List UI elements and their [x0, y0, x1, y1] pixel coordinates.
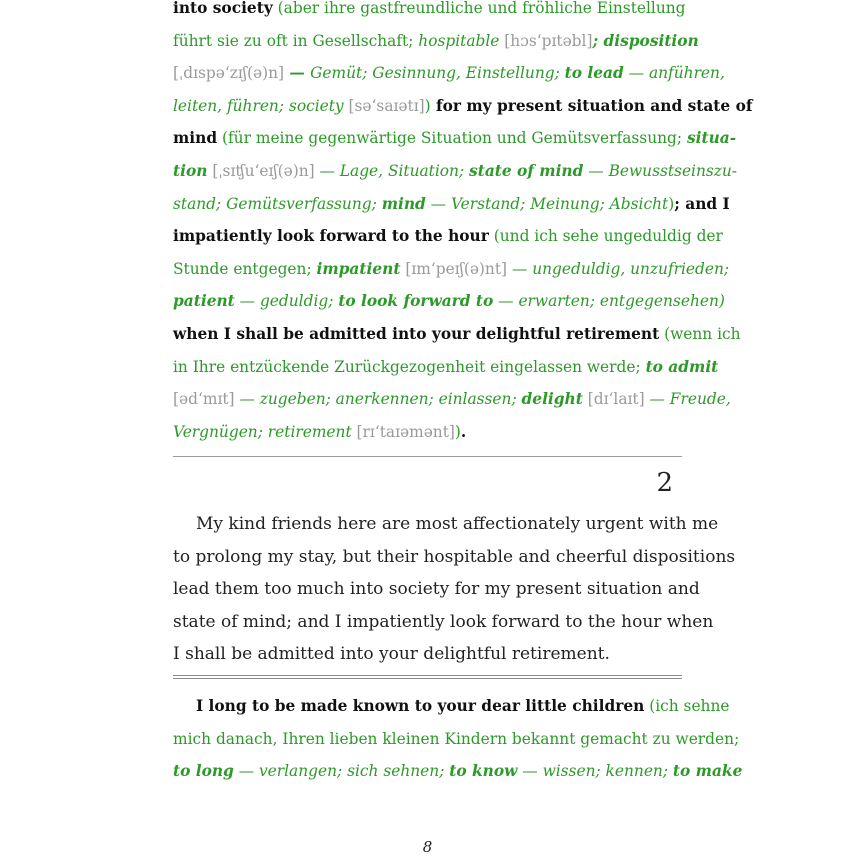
- german-gloss: in Ihre entzückende Zurückgezogenheit eingelassen werde;: [173, 357, 646, 376]
- transcription: [ˌsɪʧuʻeɪʃ(ə)n]: [207, 162, 315, 180]
- transcription: [rɪʻtaɪəmənt]: [351, 422, 455, 441]
- text-line: [173, 122, 737, 155]
- text-line: [173, 188, 730, 221]
- translation: — geduldig;: [234, 292, 339, 311]
- transcription: [ədʻmɪt]: [173, 390, 235, 409]
- passage-line: I shall be admitted into your delightful retirement.: [173, 644, 610, 665]
- translation: — Bewusstseinszu-: [583, 162, 738, 180]
- vocab-word: to look forward to: [338, 292, 494, 311]
- vocab-word: state of mind: [469, 162, 584, 180]
- vocab-word: tion: [173, 162, 208, 180]
- separator: ;: [592, 31, 604, 50]
- translation: stand; Gemütsverfassung;: [173, 194, 382, 213]
- bilingual-block-2: [173, 690, 743, 788]
- transcription: [səʻsaɪətɪ]: [343, 96, 425, 115]
- english-phrase: impatiently look forward to the hour: [173, 227, 489, 246]
- section-number: 2: [656, 468, 673, 498]
- german-gloss: mich danach, Ihren lieben kleinen Kindern bekannt gemacht zu werden;: [173, 729, 740, 748]
- text-line: [173, 253, 730, 286]
- dash: —: [284, 64, 311, 83]
- passage-line: lead them too much into society for my present situation and: [173, 579, 700, 600]
- translation: Vergnügen; retirement: [173, 422, 352, 441]
- transcription: [hɔsʻpɪtəbl]: [499, 31, 593, 50]
- german-gloss: führt sie zu oft in Gesellschaft;: [173, 31, 419, 50]
- vocab-word: to lead: [564, 64, 624, 83]
- translation: — zugeben; anerkennen; einlassen;: [234, 390, 522, 409]
- passage-line: to prolong my stay, but their hospitable and cheerful dispositions: [173, 546, 736, 567]
- text-line: [173, 416, 682, 449]
- text-line: [173, 90, 753, 123]
- translation: — erwarten; entgegensehen): [493, 292, 725, 311]
- paren: ): [668, 194, 675, 213]
- text-line: [173, 755, 743, 788]
- translation: — Verstand; Meinung; Absicht: [425, 194, 669, 213]
- text-line: [196, 690, 730, 723]
- text-line: [173, 0, 686, 25]
- text-line: [173, 25, 699, 58]
- vocab-word: society: [288, 96, 344, 115]
- vocab-word: disposition: [603, 31, 699, 50]
- text-line: [173, 285, 725, 318]
- vocab-word: patient: [173, 292, 235, 311]
- translation: — Lage, Situation;: [314, 162, 470, 180]
- vocab-word: impatient: [316, 259, 401, 278]
- passage-divider: [173, 675, 682, 679]
- section-divider: [173, 456, 682, 457]
- german-gloss: (für meine gegenwärtige Situation und Gemütsverfassung;: [217, 129, 687, 148]
- vocab-word: delight: [521, 390, 583, 409]
- period: .: [460, 422, 467, 441]
- text-line: [173, 220, 723, 253]
- german-gloss: (aber ihre gastfreundliche und fröhliche Einstellung: [272, 0, 686, 17]
- german-gloss: (ich sehne: [644, 697, 730, 715]
- page-number: 8: [422, 838, 433, 856]
- passage-line: state of mind; and I impatiently look forward to the hour when: [173, 611, 714, 632]
- translation: Gemüt; Gesinnung, Einstellung;: [310, 64, 565, 83]
- text-line: [173, 351, 719, 384]
- vocab-word: to make: [672, 762, 743, 781]
- text-line: [173, 155, 738, 188]
- english-phrase: for my present situation and state of: [430, 96, 753, 115]
- passage-line: My kind friends here are most affectionately urgent with me: [196, 514, 719, 534]
- transcription: [ɪmʻpeɪʃ(ə)nt]: [400, 259, 508, 278]
- english-phrase: ; and I: [674, 194, 730, 213]
- english-passage: [173, 508, 736, 671]
- transcription: [ˌdɪspəʻzɪʃ(ə)n]: [173, 64, 285, 83]
- bilingual-block-1: [173, 0, 753, 450]
- german-gloss: (und ich sehe ungeduldig der: [488, 227, 723, 246]
- vocab-word: hospitable: [418, 31, 500, 50]
- vocab-word: situa-: [686, 129, 737, 148]
- text-line: [173, 723, 740, 756]
- translation: — Freude,: [644, 390, 731, 409]
- translation: — ungeduldig, unzufrieden;: [507, 259, 730, 278]
- english-phrase: when I shall be admitted into your delightful retirement: [173, 325, 660, 343]
- english-phrase: into society: [173, 0, 273, 17]
- translation: — wissen; kennen;: [517, 762, 673, 781]
- english-phrase: I long to be made known to your dear little children: [196, 697, 645, 715]
- english-phrase: mind: [173, 129, 218, 148]
- translation: — anführen,: [623, 64, 725, 83]
- german-gloss: (wenn ich: [659, 325, 741, 343]
- text-line: [173, 383, 731, 416]
- translation: — verlangen; sich sehnen;: [233, 762, 450, 781]
- paren: ): [454, 422, 461, 441]
- german-gloss: Stunde entgegen;: [173, 259, 317, 278]
- text-line: [173, 57, 725, 90]
- transcription: [dɪʻlaɪt]: [582, 390, 645, 409]
- translation: leiten, führen;: [173, 96, 289, 115]
- vocab-word: mind: [381, 194, 426, 213]
- paren: ): [424, 96, 431, 115]
- text-line: [173, 318, 741, 351]
- vocab-word: to admit: [645, 357, 719, 376]
- vocab-word: to know: [449, 762, 518, 781]
- vocab-word: to long: [173, 762, 234, 781]
